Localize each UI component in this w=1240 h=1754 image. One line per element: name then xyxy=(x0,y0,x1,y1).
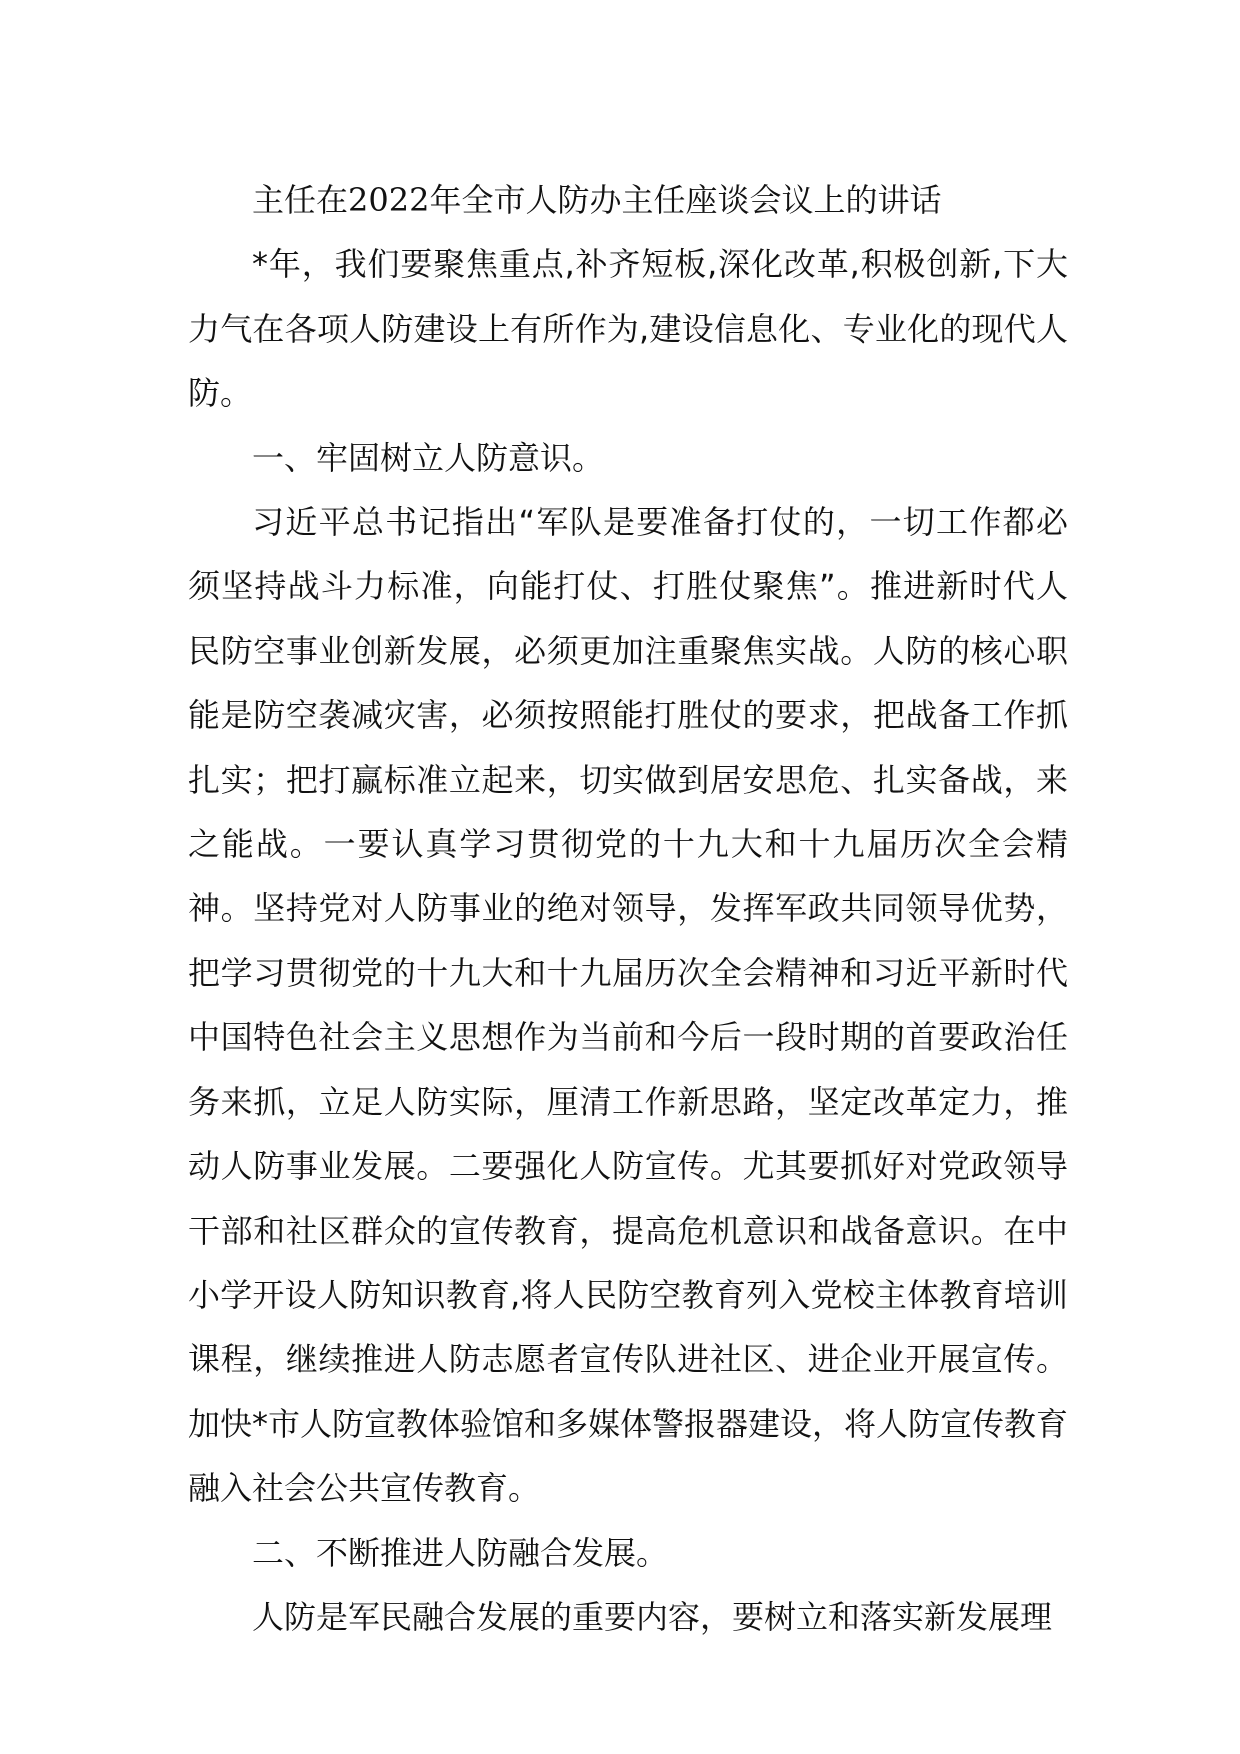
paragraph-section-1: 习近平总书记指出“军队是要准备打仗的，一切工作都必须坚持战斗力标准，向能打仗、打胜仗聚焦”。推进新时代人民防空事业创新发展，必须更加注重聚焦实战。人防的核心职能是防空袭减灾害，必须按照能打胜仗的要求，把战备工作抓扎实；把打赢标准立起来，切实做到居安思危、扎实备战，来之能战。一要认真学习贯彻党的十九大和十九届历次全会精神。坚持党对人防事业的绝对领导，发挥军政共同领导优势，把学习贯彻党的十九大和十九届历次全会精神和习近平新时代中国特色社会主义思想作为当前和今后一段时期的首要政治任务来抓，立足人防实际，厘清工作新思路，坚定改革定力，推动人防事业发展。二要强化人防宣传。尤其要抓好对党政领导干部和社区群众的宣传教育，提高危机意识和战备意识。在中小学开设人防知识教育,将人民防空教育列入党校主体教育培训课程，继续推进人防志愿者宣传队进社区、进企业开展宣传。加快*市人防宣教体验馆和多媒体警报器建设，将人防宣传教育融入社会公共宣传教育。 xyxy=(188,503,1069,1508)
document-body xyxy=(188,168,1068,1649)
section-heading-1: 一、牢固树立人防意识。 xyxy=(252,438,605,477)
paragraph-intro: *年，我们要聚焦重点,补齐短板,深化改革,积极创新,下大力气在各项人防建设上有所作为,建设信息化、专业化的现代人防。 xyxy=(188,245,1068,413)
document-title: 主任在2022年全市人防办主任座谈会议上的讲话 xyxy=(252,181,942,219)
paragraph-section-2: 人防是军民融合发展的重要内容，要树立和落实新发展理 xyxy=(252,1597,1053,1636)
section-heading-2: 二、不断推进人防融合发展。 xyxy=(252,1533,669,1572)
